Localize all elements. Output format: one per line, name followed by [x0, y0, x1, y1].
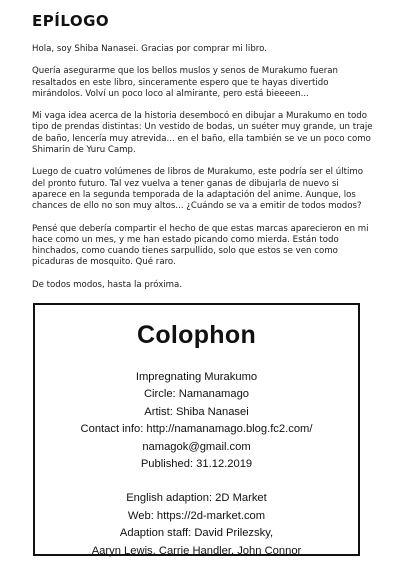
colophon-contact-url: Contact info: http://namanamago.blog.fc2.com/	[80, 423, 313, 436]
colophon-published: Published: 31.12.2019	[140, 458, 253, 471]
colophon-details	[35, 369, 358, 560]
colophon-staff-line-2: Aaryn Lewis, Carrie Handler, John Connor	[91, 544, 302, 557]
colophon-contact-email: namagok@gmail.com	[142, 440, 251, 453]
epilogue-paragraph: De todos modos, hasta la próxima.	[32, 279, 183, 290]
epilogue-paragraph: Luego de cuatro volúmenes de libros de Murakumo, este podría ser el último del pronto futuro. Tal vez vuelva a tener ganas de dibujarla de nuevo si aparece en la segunda temporada de la adaptación del anime. Aunque, los chances de ello no son muy altos... ¿Cuándo se va a emitir de todos modos?	[32, 167, 364, 212]
epilogue-title: EPÍLOGO	[32, 12, 110, 30]
epilogue-paragraph: Hola, soy Shiba Nanasei. Gracias por comprar mi libro.	[32, 44, 267, 54]
epilogue-paragraph: Quería asegurarme que los bellos muslos y senos de Murakumo fueran resaltados en este libro, sinceramente espero que te hayas divertido mirándolos. Volví un poco loco al almirante, pero está bieeeen...	[32, 66, 338, 99]
colophon-english-adaption: English adaption: 2D Market	[126, 492, 267, 505]
colophon-title: Colophon	[136, 321, 257, 349]
epilogue-paragraph: Mi vaga idea acerca de la historia desembocó en dibujar a Murakumo en todo tipo de prendas distintas: Un vestido de bodas, un suéter muy grande, un traje de baño, lencería muy atrevida... en el baño, ella también se ve un poco como Shimarin de Yuru Camp.	[32, 111, 373, 156]
colophon-artist: Artist: Shiba Nanasei	[144, 405, 249, 418]
colophon-book-title: Impregnating Murakumo	[135, 371, 258, 383]
colophon-web: Web: https://2d-market.com	[127, 509, 266, 522]
colophon-box	[33, 303, 360, 556]
epilogue-body	[32, 44, 374, 302]
colophon-staff-line-1: Adaption staff: David Prilezsky,	[119, 527, 274, 540]
epilogue-paragraph: Pensé que debería compartir el hecho de que estas marcas aparecieron en mi hace como un mes, y me han estado picando como mierda. Están todo hinchados, como cuando tienes sarpullido, solo que estos se ven como picaduras de mosquito. Qué raro.	[32, 223, 369, 268]
colophon-circle: Circle: Namanamago	[143, 388, 250, 401]
colophon-spacer	[35, 473, 358, 490]
